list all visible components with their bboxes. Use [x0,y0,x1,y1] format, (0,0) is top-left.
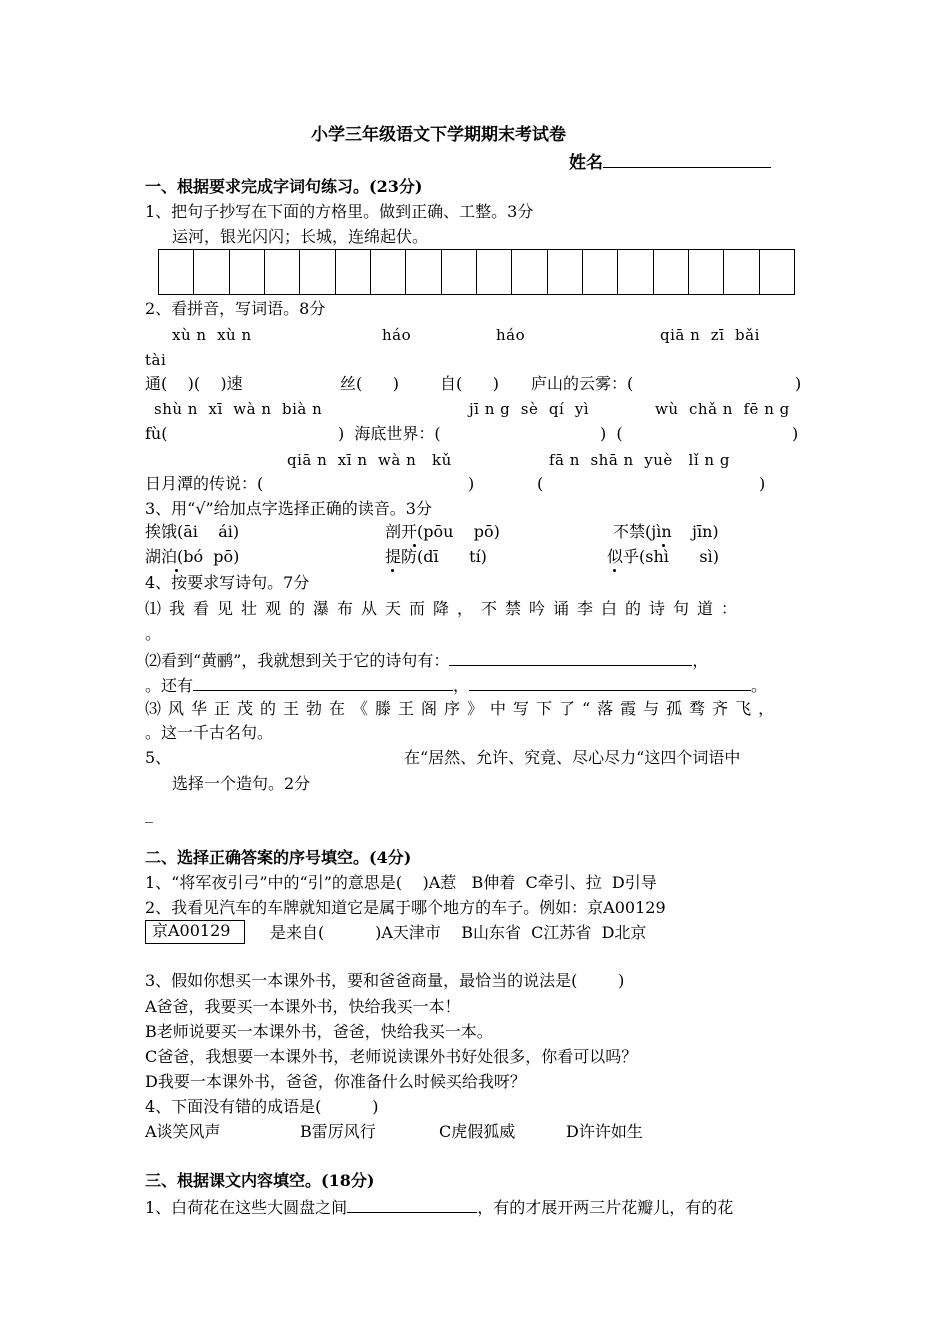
word-blank-7[interactable]: ) ( [600,424,623,443]
grid-cell[interactable] [336,250,371,294]
emphasis-dot [613,569,616,572]
word-blank-5[interactable]: fù( [145,424,168,443]
section3-heading: 三、根据课文内容填空。(18分) [145,1171,375,1190]
grid-cell[interactable] [159,250,194,294]
poem-blank-2[interactable] [193,673,453,691]
grid-cell[interactable] [760,250,794,294]
pinyin: shù n xī wà n bià n [154,400,323,418]
reading-item[interactable]: 似乎(shì sì) [607,547,719,566]
option[interactable]: C虎假狐威 [439,1122,516,1141]
s2-q4: 4、下面没有错的成语是( ) [145,1097,379,1116]
s2-q3: 3、假如你想买一本课外书，要和爸爸商量，最恰当的说法是( ) [145,971,625,990]
grid-cell[interactable] [618,250,653,294]
word-blank-8[interactable]: 日月潭的传说：( [145,474,264,493]
writing-grid[interactable] [158,249,795,295]
q3-text: 3、用“√”给加点字选择正确的读音。3分 [145,499,432,518]
word-blank-6[interactable]: ) 海底世界：( [338,424,441,443]
grid-cell[interactable] [689,250,724,294]
s2-q2b: 是来自( )A天津市 B山东省 C江苏省 D北京 [270,923,647,942]
poem-blank-1[interactable] [449,648,692,666]
q5-text2: 选择一个造句。2分 [172,774,311,793]
word-blank-1[interactable]: 通( )( )速 [145,374,243,393]
grid-cell[interactable] [194,250,229,294]
paren-close: ) [792,424,799,443]
q2-text: 2、看拼音，写词语。8分 [145,299,326,318]
q1-sentence: 运河，银光闪闪；长城，连绵起伏。 [172,227,429,246]
pinyin: fā n shā n yuè lǐ n g [549,451,730,469]
pinyin: qiā n zī bǎi [660,326,760,344]
option[interactable]: A谈笑风声 [145,1122,221,1141]
q4-line3: 。还有 ， 。 [145,673,767,697]
grid-cell[interactable] [654,250,689,294]
option[interactable]: B老师说要买一本课外书，爸爸，快给我买一本。 [145,1022,493,1041]
reading-item[interactable]: 剖开(pōu pō) [385,522,500,541]
q4-line2: ⑵看到“黄鹂”，我就想到关于它的诗句有： ， [145,648,708,672]
q4-line1: ⑴我看见壮观的瀑布从天而降，不禁吟诵李白的诗句道： [145,599,746,618]
name-label: 姓名 [569,153,603,173]
poem-blank-3[interactable] [469,673,751,691]
license-plate: 京A00129 [152,921,231,940]
option[interactable]: B雷厉风行 [300,1122,376,1141]
q1-text: 1、把句子抄写在下面的方格里。做到正确、工整。3分 [145,202,534,221]
paren-close: ) [795,374,802,393]
q4-line1b: 。 [145,624,162,643]
q4-line5: 。这一千古名句。 [145,723,274,742]
paren-close: ) [468,474,475,493]
word-blank-2[interactable]: 丝( ) [340,374,400,393]
option[interactable]: D许许如生 [566,1122,643,1141]
page-title: 小学三年级语文下学期期末考试卷 [311,125,566,145]
q5-text: 在“居然、允许、究竟、尽心尽力“这四个词语中 [404,748,741,767]
grid-cell[interactable] [512,250,547,294]
grid-cell[interactable] [406,250,441,294]
word-blank-3[interactable]: 自( ) [440,374,500,393]
emphasis-dot [391,569,394,572]
pinyin: háo [382,326,412,344]
word-blank-9[interactable]: ( [537,474,544,493]
s2-q2: 2、我看见汽车的车牌就知道它是属于哪个地方的车子。例如：京A00129 [145,898,666,917]
s3-q1: 1、白荷花在这些大圆盘之间 ，有的才展开两三片花瓣儿，有的花 [145,1195,733,1219]
pinyin: xù n xù n [172,326,252,344]
pinyin: tài [145,351,167,369]
word-blank-4[interactable]: 庐山的云雾：( [531,374,634,393]
pinyin: jī n g sè qí yì [469,400,590,418]
grid-cell[interactable] [583,250,618,294]
s2-q1: 1、“将军夜引弓”中的“引”的意思是( )A惹 B伸着 C牵引、拉 D引导 [145,873,657,892]
grid-cell[interactable] [442,250,477,294]
paren-close: ) [759,474,766,493]
text-blank[interactable] [347,1195,477,1213]
option[interactable]: A爸爸，我要买一本课外书，快给我买一本！ [145,997,461,1016]
section1-heading: 一、根据要求完成字词句练习。(23分) [145,177,423,196]
section2-heading: 二、选择正确答案的序号填空。(4分) [145,848,412,867]
q4-line4: ⑶风华正茂的王勃在《滕王阁序》中写下了“落霞与孤骛齐飞， [145,699,782,718]
grid-cell[interactable] [477,250,512,294]
grid-cell[interactable] [230,250,265,294]
q5-answer-line[interactable]: _ [145,804,153,823]
emphasis-dot [413,544,416,547]
grid-cell[interactable] [300,250,335,294]
reading-item[interactable]: 湖泊(bó pō) [145,547,240,566]
name-field [569,150,771,174]
option[interactable]: D我要一本课外书，爸爸，你准备什么时候买给我呀？ [145,1072,526,1091]
reading-item[interactable]: 不禁(jìn jīn) [613,522,719,541]
name-blank[interactable] [603,150,771,168]
option[interactable]: C爸爸，我想要一本课外书，老师说读课外书好处很多，你看可以吗？ [145,1047,638,1066]
grid-cell[interactable] [265,250,300,294]
grid-cell[interactable] [548,250,583,294]
q5-num: 5、 [145,748,172,767]
q4-text: 4、按要求写诗句。7分 [145,573,310,592]
emphasis-dot [662,544,665,547]
reading-item[interactable]: 提防(dī tí) [385,547,487,566]
grid-cell[interactable] [371,250,406,294]
grid-cell[interactable] [724,250,759,294]
pinyin: qiā n xī n wà n kǔ [287,451,452,469]
pinyin: háo [496,326,526,344]
reading-item[interactable]: 挨饿(āi ái) [145,522,240,541]
pinyin: wù chǎ n fē n g [655,400,790,418]
